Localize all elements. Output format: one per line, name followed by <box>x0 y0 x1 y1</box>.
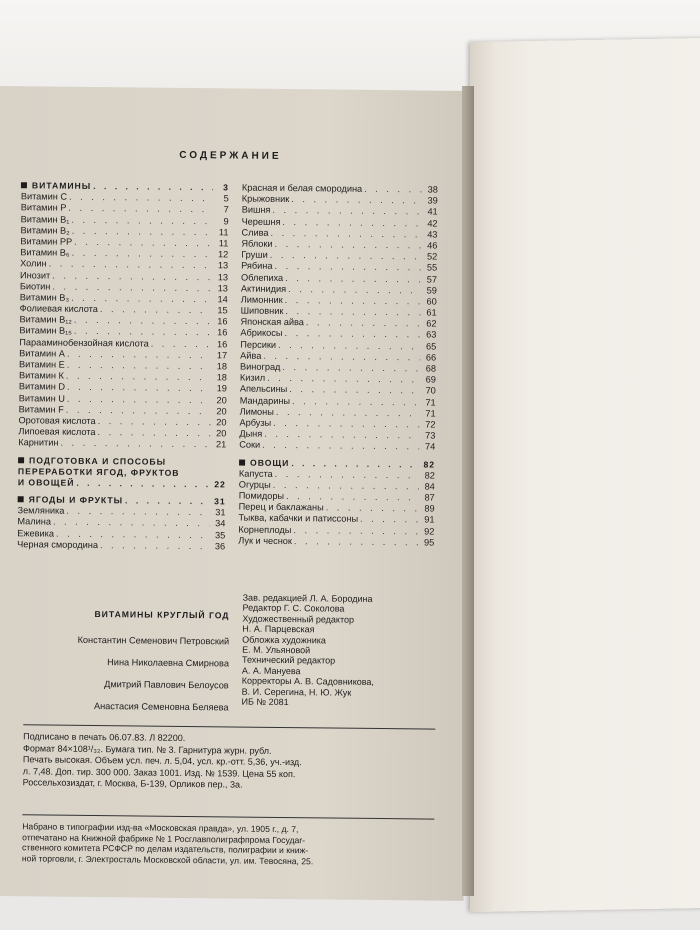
toc-entry-title <box>241 227 268 238</box>
toc-entry-text: Инозит <box>19 269 51 281</box>
toc-leader-dots <box>364 184 422 196</box>
staff-line: В. И. Серегина, Н. Ю. Жук <box>241 686 352 698</box>
toc-page-number: 61 <box>426 307 437 318</box>
toc-page-number: 91 <box>424 514 435 526</box>
toc-page-number: 89 <box>424 503 435 514</box>
toc-entry-title <box>17 528 54 540</box>
toc-entry-text: Японская айва <box>240 316 304 328</box>
toc-entry-title <box>19 370 64 382</box>
toc-entry-title <box>239 491 284 503</box>
imprint-line: л. 7,48. Доп. тир. 300 000. Заказ 1001. Изд. № 1539. Цена 55 коп. <box>22 766 296 779</box>
toc-entry-text: Абрикосы <box>240 327 283 339</box>
toc-page-number: 68 <box>425 363 437 374</box>
toc-entry-title <box>21 214 70 226</box>
toc-entry-text: Черешня <box>241 216 281 227</box>
toc-entry-title <box>20 303 98 315</box>
toc-entry-title <box>20 281 51 293</box>
toc-leader-dots <box>294 536 418 549</box>
staff-line: Н. А. Парцевская <box>242 623 315 635</box>
toc-entry-text: Витамин B₆ <box>20 247 70 258</box>
toc-page-number: 17 <box>216 350 228 361</box>
toc-page-number: 19 <box>216 383 227 394</box>
toc-leader-dots <box>76 478 210 491</box>
toc-entry-text: Слива <box>241 227 269 238</box>
toc-entry-title <box>19 314 71 326</box>
toc-page-number: 71 <box>425 408 436 419</box>
toc-entry-title <box>18 426 95 438</box>
author-name: Анастасия Семеновна Беляева <box>93 701 229 713</box>
imprint-block <box>23 724 436 793</box>
toc-entry-text: Актинидия <box>240 283 287 294</box>
staff-line: Обложка художника <box>242 634 326 646</box>
section-bullet-icon <box>239 459 245 465</box>
toc-entry-title <box>240 362 280 374</box>
toc-entry-title <box>241 238 272 250</box>
toc-page-number: 20 <box>216 417 227 428</box>
imprint-line: Печать высокая. Объем усл. печ. л. 5,04, усл. кр.-отт. 5,36, уч.-изд. <box>22 754 302 768</box>
toc-entry-text: Апельсины <box>239 383 288 395</box>
toc-entry-text: Витамин F <box>18 403 64 415</box>
staff-line: Зав. редакцией Л. А. Бородина <box>242 592 373 604</box>
toc-entry <box>18 438 226 451</box>
toc-entry-text: Красная и белая смородина <box>241 182 363 194</box>
toc-entry-title <box>20 225 69 237</box>
toc-entry-text: ОВОЩИ <box>250 457 290 468</box>
author-name: Нина Николаевна Смирнова <box>107 657 230 669</box>
toc-entry-text: ВИТАМИНЫ <box>31 180 92 191</box>
toc-page-number: 72 <box>425 419 436 430</box>
toc-entry-title <box>241 306 284 318</box>
toc-page-number: 36 <box>214 541 226 552</box>
toc-page-number: 92 <box>424 526 435 537</box>
print-note-line: ственного комитета РСФСР по делам издательств, полиграфии и книж- <box>21 842 309 856</box>
toc-entry-text: ПЕРЕРАБОТКИ ЯГОД, ФРУКТОВ <box>17 465 180 478</box>
editorial-staff <box>242 593 453 710</box>
toc-page-number: 3 <box>223 182 230 193</box>
toc-entry-text: Перец и баклажаны <box>238 501 324 513</box>
toc-entry-title <box>240 395 290 407</box>
toc-entry-text: Витамин А <box>19 348 65 359</box>
toc-page-number: 9 <box>223 215 229 226</box>
toc-page-number: 41 <box>427 206 438 217</box>
toc-entry-title <box>240 350 261 361</box>
toc-entry-text: Витамин B₂ <box>20 224 70 236</box>
toc-entry <box>238 535 434 548</box>
toc-page-number: 84 <box>424 481 435 492</box>
toc-section-row <box>18 477 226 490</box>
toc-page-number: 73 <box>425 430 436 441</box>
section-bullet-icon <box>21 182 27 188</box>
imprint-line: Подписано в печать 06.07.83. Л 82200. <box>23 731 186 743</box>
toc-page-number: 11 <box>218 238 229 249</box>
toc-entry-text: Витамин B₁ <box>20 213 70 225</box>
book-spine <box>462 86 474 896</box>
toc-page-number: 18 <box>216 372 228 383</box>
toc-leader-dots <box>60 438 210 451</box>
page-heading: СОДЕРЖАНИЕ <box>179 149 282 162</box>
toc-entry-text: Витамин Е <box>19 359 65 370</box>
toc-entry-text: Оротовая кислота <box>18 415 96 426</box>
toc-entry-text: Биотин <box>19 280 51 292</box>
toc-page-number: 69 <box>425 374 436 385</box>
toc-entry-text: Черная смородина <box>17 539 99 550</box>
toc-page-number: 57 <box>426 273 438 285</box>
toc-page-number: 95 <box>423 537 435 548</box>
toc-leader-dots <box>360 514 419 526</box>
toc-page-number: 21 <box>215 439 227 450</box>
staff-line: Технический редактор <box>241 655 336 666</box>
toc-entry-text: Витамин B₁₅ <box>19 325 72 337</box>
toc-entry-title <box>239 468 273 480</box>
toc-entry-title <box>242 205 271 217</box>
toc-entry-title <box>238 524 291 536</box>
toc-entry-text: Крыжовник <box>241 193 290 205</box>
toc-entry-title <box>241 261 273 273</box>
staff-line: Редактор Г. С. Соколова <box>242 602 345 615</box>
toc-entry-title <box>239 417 271 429</box>
toc-entry-text: Дыня <box>239 428 263 439</box>
toc-entry-text: Лимоны <box>239 406 274 417</box>
toc-entry-title <box>238 535 292 547</box>
contents-page <box>0 86 472 901</box>
toc-leader-dots <box>151 338 212 350</box>
toc-entry <box>17 539 225 552</box>
imprint-line: Формат 84×108¹/₃₂. Бумага тип. № 3. Гарнитура журн. рубл. <box>23 742 272 756</box>
toc-page-number: 66 <box>425 352 437 363</box>
toc-entry-title <box>239 457 289 469</box>
toc-page-number: 12 <box>217 249 229 260</box>
toc-entry-title <box>242 194 290 206</box>
toc-page-number: 74 <box>424 441 436 452</box>
toc-page-number: 52 <box>426 251 438 262</box>
toc-entry-title <box>18 438 58 450</box>
toc-column-right <box>238 183 438 549</box>
toc-page-number: 82 <box>424 470 435 481</box>
toc-entry-title <box>21 191 67 203</box>
toc-entry-text: Земляника <box>17 505 65 516</box>
toc-page-number: 38 <box>427 184 438 195</box>
toc-entry-title <box>19 348 65 360</box>
toc-page-number: 15 <box>217 305 228 316</box>
toc-page-number: 20 <box>216 394 227 405</box>
toc-page-number: 16 <box>217 338 228 350</box>
staff-line: Корректоры А. В. Садовникова, <box>241 675 375 688</box>
toc-entry-title <box>242 216 281 228</box>
toc-page-number: 60 <box>426 296 437 307</box>
toc-entry-text: Огурцы <box>238 479 271 490</box>
right-page-blank <box>470 38 700 912</box>
toc-entry-text: Витамин U <box>18 392 65 404</box>
toc-entry-title <box>21 203 67 215</box>
toc-entry-text: Облепиха <box>240 272 284 283</box>
toc-entry <box>239 440 435 453</box>
toc-entry-text: Холин <box>20 258 47 269</box>
toc-entry-title <box>19 359 65 371</box>
toc-entry-text: ЯГОДЫ И ФРУКТЫ <box>28 494 124 506</box>
toc-page-number: 63 <box>426 329 437 341</box>
printing-note <box>22 814 434 868</box>
toc-entry-title <box>19 326 72 338</box>
toc-entry-text: Витамин B₃ <box>19 292 70 303</box>
toc-page-number: 14 <box>217 294 228 305</box>
toc-leader-dots <box>262 440 419 453</box>
toc-page-number: 46 <box>427 240 438 251</box>
toc-page-number: 55 <box>426 262 438 273</box>
toc-page-number: 13 <box>217 260 229 271</box>
toc-entry-text: Малина <box>17 516 52 527</box>
toc-entry-title <box>17 505 64 517</box>
toc-entry-text: Корнеплоды <box>238 524 292 535</box>
toc-entry-title <box>241 283 286 295</box>
toc-entry-title <box>20 292 70 304</box>
toc-page-number: 42 <box>427 218 438 229</box>
toc-entry-text: Персики <box>240 339 277 350</box>
toc-column-left <box>17 180 229 552</box>
toc-page-number: 5 <box>223 193 229 204</box>
toc-entry-title <box>19 404 64 416</box>
toc-entry-title <box>18 415 95 427</box>
toc-entry-title <box>241 250 268 261</box>
imprint-line: Россельхозиздат, г. Москва, Б-139, Орликов пер., 3а. <box>22 777 243 790</box>
toc-page-number: 11 <box>218 227 229 238</box>
toc-page-number: 13 <box>217 271 229 282</box>
toc-leader-dots <box>100 540 209 552</box>
toc-entry-text: Виноград <box>240 361 281 372</box>
staff-line: А. А. Мануева <box>241 665 301 677</box>
toc-entry-title <box>240 406 274 418</box>
toc-entry-text: Витамин Р <box>20 202 67 214</box>
toc-page-number: 20 <box>216 406 227 417</box>
toc-entry-text: Тыква, кабачки и патиссоны <box>238 512 359 525</box>
book-title: ВИТАМИНЫ КРУГЛЫЙ ГОД <box>94 609 230 621</box>
toc-entry-text: Яблоки <box>241 238 273 249</box>
toc-entry-text: Витамин РР <box>20 236 73 247</box>
toc-entry-text: И ОВОЩЕЙ <box>17 477 75 488</box>
toc-entry-text: Мандарины <box>239 395 291 406</box>
toc-entry-text: Витамин К <box>18 370 64 381</box>
print-note-line: Набрано в типографии изд-ва «Московская правда», ул. 1905 г., д. 7, <box>22 821 299 835</box>
toc-entry-title <box>239 479 271 491</box>
toc-entry-title <box>19 393 65 405</box>
toc-entry-text: Шиповник <box>240 305 284 317</box>
toc-entry-text: Лимонник <box>240 294 283 305</box>
print-note-line: отпечатано на Книжной фабрике № 1 Росглавполиграфпрома Госудаr- <box>22 831 306 845</box>
toc-page-number: 65 <box>426 341 437 352</box>
toc-entry-text: ПОДГОТОВКА И СПОСОБЫ <box>29 454 167 467</box>
toc-page-number: 35 <box>215 529 226 541</box>
toc-entry-title <box>21 180 91 192</box>
toc-entry-text: Фолиевая кислота <box>19 303 98 315</box>
toc-page-number: 31 <box>215 507 226 518</box>
toc-page-number: 39 <box>427 195 438 206</box>
toc-entry-text: Помидоры <box>238 490 285 502</box>
toc-entry-text: Витамин D <box>18 381 66 393</box>
staff-line: Художественный редактор <box>242 613 355 625</box>
toc-page-number: 18 <box>216 361 228 372</box>
toc-entry-title <box>19 382 65 394</box>
toc-entry-text: Вишня <box>241 204 271 216</box>
toc-entry-title <box>20 270 50 282</box>
toc-entry-title <box>240 317 304 329</box>
toc-entry-title <box>18 477 75 489</box>
author-name: Константин Семенович Петровский <box>77 634 230 647</box>
toc-entry-text: Капуста <box>238 468 273 479</box>
toc-entry-text: Витамин B₁₂ <box>19 314 72 326</box>
book-credits <box>13 606 229 722</box>
toc-entry-title <box>17 517 51 529</box>
toc-entry-title <box>17 539 98 551</box>
staff-line: ИБ № 2081 <box>241 696 289 708</box>
toc-entry-text: Витамин С <box>20 191 68 202</box>
toc-entry-title <box>239 502 324 514</box>
toc-entry-text: Парааминобензойная кислота <box>19 336 149 349</box>
toc-entry-title <box>240 328 282 340</box>
toc-entry-text: Рябина <box>241 260 273 272</box>
toc-entry-title <box>20 247 70 259</box>
toc-entry-text: Айва <box>240 350 262 361</box>
toc-entry-text: Ежевика <box>17 527 55 539</box>
toc-page-number: 16 <box>217 316 228 327</box>
toc-entry-title <box>241 272 283 284</box>
toc-page-number: 13 <box>217 282 228 294</box>
toc-page-number: 82 <box>423 458 436 470</box>
toc-entry-text: Кизил <box>239 372 266 383</box>
toc-entry-title <box>239 440 260 451</box>
toc-entry-text: Арбузы <box>239 417 272 428</box>
toc-entry-title <box>239 429 262 440</box>
toc-page-number: 59 <box>426 285 437 296</box>
section-bullet-icon <box>18 496 24 502</box>
toc-entry-text: Лук и чеснок <box>238 535 292 546</box>
toc-entry-text: Соки <box>239 439 261 451</box>
toc-page-number: 16 <box>217 327 228 338</box>
toc-entry-title <box>240 339 276 351</box>
toc-entry-text: Липоевая кислота <box>18 426 96 438</box>
staff-line: Е. М. Ульяновой <box>242 644 311 656</box>
toc-page-number: 31 <box>214 496 226 507</box>
toc-entry-text: Карнитин <box>18 437 59 448</box>
toc-page-number: 62 <box>426 318 437 329</box>
section-bullet-icon <box>18 457 24 463</box>
toc-entry-title <box>241 294 283 306</box>
toc-entry-title <box>240 373 265 384</box>
author-name: Дмитрий Павлович Белоусов <box>104 679 229 691</box>
toc-entry-title <box>240 384 288 396</box>
toc-page-number: 87 <box>424 492 435 503</box>
print-note-line: ной торговли, г. Электросталь Московской области, ул. им. Тевосяна, 25. <box>21 853 314 867</box>
toc-entry-title <box>20 236 72 248</box>
toc-page-number: 43 <box>427 229 438 240</box>
toc-entry-text: Груши <box>241 249 268 260</box>
toc-page-number: 20 <box>216 428 227 439</box>
toc-page-number: 34 <box>215 518 226 529</box>
toc-leader-dots <box>125 495 210 507</box>
toc-page-number: 70 <box>425 385 436 396</box>
toc-entry-title <box>20 259 47 270</box>
toc-page-number: 7 <box>223 204 229 215</box>
toc-page-number: 22 <box>214 479 226 490</box>
toc-page-number: 71 <box>425 397 436 408</box>
